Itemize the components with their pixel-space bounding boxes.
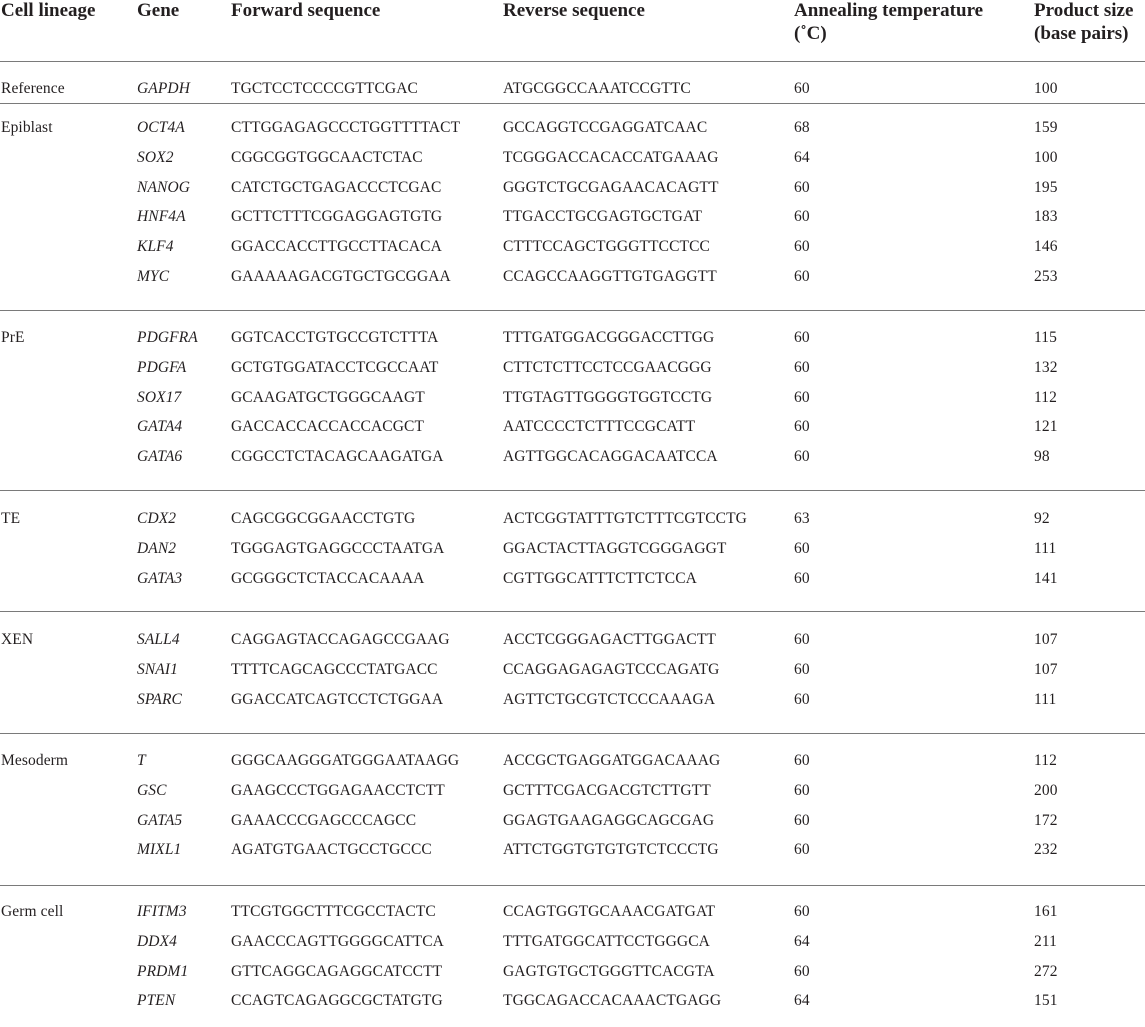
gene-name: PDGFRA bbox=[137, 329, 198, 346]
reverse-sequence: TTTGATGGACGGGACCTTGG bbox=[503, 329, 715, 346]
gene-name: IFITM3 bbox=[137, 903, 187, 920]
annealing-temperature: 60 bbox=[794, 752, 810, 769]
product-size: 211 bbox=[1034, 932, 1057, 950]
product-size: 112 bbox=[1034, 752, 1057, 769]
product-size: 151 bbox=[1034, 992, 1058, 1010]
reverse-sequence: GCTTTCGACGACGTCTTGTT bbox=[503, 781, 711, 799]
group-divider bbox=[0, 103, 1145, 104]
forward-sequence: CCAGTCAGAGGCGCTATGTG bbox=[231, 992, 443, 1010]
annealing-temperature: 60 bbox=[794, 267, 810, 285]
forward-sequence: CAGGAGTACCAGAGCCGAAG bbox=[231, 631, 450, 648]
reverse-sequence: CGTTGGCATTTCTTCTCCA bbox=[503, 569, 697, 587]
forward-sequence: GAAAAAGACGTGCTGCGGAA bbox=[231, 267, 451, 285]
product-size: 172 bbox=[1034, 811, 1058, 829]
reverse-sequence: ACTCGGTATTTGTCTTTCGTCCTG bbox=[503, 510, 747, 527]
forward-sequence: GCTTCTTTCGGAGGAGTGTG bbox=[231, 208, 443, 226]
annealing-temperature: 60 bbox=[794, 690, 810, 708]
forward-sequence: GGACCACCTTGCCTTACACA bbox=[231, 238, 442, 255]
reverse-sequence: TTGACCTGCGAGTGCTGAT bbox=[503, 208, 703, 226]
gene-name: SOX2 bbox=[137, 148, 174, 166]
gene-name: CDX2 bbox=[137, 510, 177, 527]
product-size: 183 bbox=[1034, 208, 1058, 226]
reverse-sequence: TCGGGACCACACCATGAAAG bbox=[503, 148, 719, 166]
header-product-size-unit: (base pairs) bbox=[1034, 23, 1129, 44]
product-size: 100 bbox=[1034, 80, 1058, 97]
header-annealing-temperature-unit: (˚C) bbox=[794, 23, 827, 44]
annealing-temperature: 60 bbox=[794, 631, 810, 648]
reverse-sequence: GGACTACTTAGGTCGGGAGGT bbox=[503, 539, 727, 557]
product-size: 146 bbox=[1034, 238, 1058, 255]
gene-name: HNF4A bbox=[137, 208, 186, 226]
reverse-sequence: TGGCAGACCACAAACTGAGG bbox=[503, 992, 722, 1010]
gene-name: DAN2 bbox=[137, 539, 177, 557]
reverse-sequence: CCAGTGGTGCAAACGATGAT bbox=[503, 903, 716, 920]
reverse-sequence: GAGTGTGCTGGGTTCACGTA bbox=[503, 962, 715, 980]
product-size: 132 bbox=[1034, 358, 1058, 376]
annealing-temperature: 60 bbox=[794, 448, 810, 465]
product-size: 100 bbox=[1034, 148, 1058, 166]
header-product-size bbox=[1034, 0, 1133, 45]
product-size: 92 bbox=[1034, 510, 1050, 527]
forward-sequence: TTTTCAGCAGCCCTATGACC bbox=[231, 660, 438, 678]
annealing-temperature: 60 bbox=[794, 539, 810, 557]
reverse-sequence: ATGCGGCCAAATCCGTTC bbox=[503, 80, 691, 97]
gene-name: GATA6 bbox=[137, 448, 183, 465]
gene-name: GATA4 bbox=[137, 418, 183, 436]
product-size: 98 bbox=[1034, 448, 1050, 465]
gene-name: SNAI1 bbox=[137, 660, 178, 678]
annealing-temperature: 60 bbox=[794, 388, 810, 406]
annealing-temperature: 60 bbox=[794, 80, 810, 97]
header-forward-sequence: Forward sequence bbox=[231, 0, 381, 21]
forward-sequence: CGGCCTCTACAGCAAGATGA bbox=[231, 448, 444, 465]
gene-name: SALL4 bbox=[137, 631, 180, 648]
product-size: 253 bbox=[1034, 267, 1058, 285]
forward-sequence: CATCTGCTGAGACCCTCGAC bbox=[231, 178, 442, 196]
reverse-sequence: CCAGCCAAGGTTGTGAGGTT bbox=[503, 267, 717, 285]
forward-sequence: GGGCAAGGGATGGGAATAAGG bbox=[231, 752, 460, 769]
gene-name: MYC bbox=[137, 267, 170, 285]
forward-sequence: CGGCGGTGGCAACTCTAC bbox=[231, 148, 423, 166]
annealing-temperature: 60 bbox=[794, 962, 810, 980]
product-size: 121 bbox=[1034, 418, 1058, 436]
product-size: 272 bbox=[1034, 962, 1058, 980]
cell-lineage: XEN bbox=[1, 631, 34, 648]
reverse-sequence: CTTCTCTTCCTCCGAACGGG bbox=[503, 358, 712, 376]
forward-sequence: GAAACCCGAGCCCAGCC bbox=[231, 811, 417, 829]
forward-sequence: GAACCCAGTTGGGGCATTCA bbox=[231, 932, 444, 950]
gene-name: PDGFA bbox=[137, 358, 187, 376]
reverse-sequence: ACCGCTGAGGATGGACAAAG bbox=[503, 752, 721, 769]
reverse-sequence: ATTCTGGTGTGTGTCTCCCTG bbox=[503, 841, 719, 859]
forward-sequence: GACCACCACCACCACGCT bbox=[231, 418, 425, 436]
group-divider bbox=[0, 885, 1145, 886]
annealing-temperature: 60 bbox=[794, 841, 810, 859]
cell-lineage: Germ cell bbox=[1, 903, 64, 920]
gene-name: GATA3 bbox=[137, 569, 183, 587]
product-size: 200 bbox=[1034, 781, 1058, 799]
group-divider bbox=[0, 611, 1145, 612]
cell-lineage: PrE bbox=[1, 329, 25, 346]
cell-lineage: Mesoderm bbox=[1, 752, 69, 769]
product-size: 107 bbox=[1034, 631, 1058, 648]
forward-sequence: TTCGTGGCTTTCGCCTACTC bbox=[231, 903, 436, 920]
forward-sequence: GGACCATCAGTCCTCTGGAA bbox=[231, 690, 444, 708]
forward-sequence: GAAGCCCTGGAGAACCTCTT bbox=[231, 781, 445, 799]
cell-lineage: TE bbox=[1, 510, 21, 527]
annealing-temperature: 60 bbox=[794, 811, 810, 829]
reverse-sequence: CTTTCCAGCTGGGTTCCTCC bbox=[503, 238, 710, 255]
annealing-temperature: 60 bbox=[794, 208, 810, 226]
forward-sequence: AGATGTGAACTGCCTGCCC bbox=[231, 841, 432, 859]
product-size: 159 bbox=[1034, 119, 1058, 136]
table-header bbox=[0, 0, 1145, 61]
forward-sequence: GCGGGCTCTACCACAAAA bbox=[231, 569, 425, 587]
reverse-sequence: GGAGTGAAGAGGCAGCGAG bbox=[503, 811, 715, 829]
gene-name: MIXL1 bbox=[137, 841, 182, 859]
gene-name: SOX17 bbox=[137, 388, 182, 406]
annealing-temperature: 64 bbox=[794, 992, 810, 1010]
annealing-temperature: 60 bbox=[794, 238, 810, 255]
reverse-sequence: GGGTCTGCGAGAACACAGTT bbox=[503, 178, 719, 196]
header-annealing-temperature-line1: Annealing temperature bbox=[794, 0, 984, 21]
header-reverse-sequence: Reverse sequence bbox=[503, 0, 645, 21]
header-cell-lineage: Cell lineage bbox=[1, 0, 96, 21]
product-size: 115 bbox=[1034, 329, 1057, 346]
reverse-sequence: AATCCCCTCTTTCCGCATT bbox=[503, 418, 696, 436]
annealing-temperature: 60 bbox=[794, 418, 810, 436]
header-annealing-temperature bbox=[794, 0, 983, 45]
forward-sequence: TGCTCCTCCCCGTTCGAC bbox=[231, 80, 418, 97]
forward-sequence: GGTCACCTGTGCCGTCTTTA bbox=[231, 329, 439, 346]
annealing-temperature: 60 bbox=[794, 329, 810, 346]
gene-name: PRDM1 bbox=[137, 962, 189, 980]
annealing-temperature: 60 bbox=[794, 178, 810, 196]
cell-lineage: Reference bbox=[1, 80, 65, 97]
annealing-temperature: 60 bbox=[794, 358, 810, 376]
annealing-temperature: 68 bbox=[794, 119, 810, 136]
product-size: 195 bbox=[1034, 178, 1058, 196]
forward-sequence: GTTCAGGCAGAGGCATCCTT bbox=[231, 962, 443, 980]
forward-sequence: GCAAGATGCTGGGCAAGT bbox=[231, 388, 425, 406]
forward-sequence: CAGCGGCGGAACCTGTG bbox=[231, 510, 416, 527]
gene-name: GAPDH bbox=[137, 80, 191, 97]
product-size: 107 bbox=[1034, 660, 1058, 678]
product-size: 141 bbox=[1034, 569, 1058, 587]
group-divider bbox=[0, 310, 1145, 311]
annealing-temperature: 64 bbox=[794, 148, 810, 166]
gene-name: PTEN bbox=[137, 992, 176, 1010]
gene-name: OCT4A bbox=[137, 119, 185, 136]
reverse-sequence: GCCAGGTCCGAGGATCAAC bbox=[503, 119, 708, 136]
product-size: 111 bbox=[1034, 690, 1057, 708]
product-size: 111 bbox=[1034, 539, 1057, 557]
reverse-sequence: ACCTCGGGAGACTTGGACTT bbox=[503, 631, 716, 648]
forward-sequence: CTTGGAGAGCCCTGGTTTTACT bbox=[231, 119, 461, 136]
header-gene: Gene bbox=[137, 0, 180, 21]
gene-name: GATA5 bbox=[137, 811, 183, 829]
product-size: 232 bbox=[1034, 841, 1058, 859]
annealing-temperature: 60 bbox=[794, 903, 810, 920]
header-rule bbox=[0, 61, 1145, 62]
reverse-sequence: TTGTAGTTGGGGTGGTCCTG bbox=[503, 388, 713, 406]
reverse-sequence: CCAGGAGAGAGTCCCAGATG bbox=[503, 660, 720, 678]
annealing-temperature: 60 bbox=[794, 781, 810, 799]
group-divider bbox=[0, 733, 1145, 734]
gene-name: T bbox=[137, 752, 146, 769]
header-product-size-line1: Product size bbox=[1034, 0, 1134, 21]
annealing-temperature: 60 bbox=[794, 660, 810, 678]
forward-sequence: GCTGTGGATACCTCGCCAAT bbox=[231, 358, 439, 376]
annealing-temperature: 64 bbox=[794, 932, 810, 950]
group-divider bbox=[0, 490, 1145, 491]
product-size: 161 bbox=[1034, 903, 1058, 920]
annealing-temperature: 60 bbox=[794, 569, 810, 587]
reverse-sequence: AGTTGGCACAGGACAATCCA bbox=[503, 448, 718, 465]
gene-name: NANOG bbox=[137, 178, 191, 196]
forward-sequence: TGGGAGTGAGGCCCTAATGA bbox=[231, 539, 445, 557]
gene-name: GSC bbox=[137, 781, 167, 799]
reverse-sequence: AGTTCTGCGTCTCCCAAAGA bbox=[503, 690, 716, 708]
reverse-sequence: TTTGATGGCATTCCTGGGCA bbox=[503, 932, 710, 950]
cell-lineage: Epiblast bbox=[1, 119, 53, 136]
product-size: 112 bbox=[1034, 388, 1057, 406]
annealing-temperature: 63 bbox=[794, 510, 810, 527]
gene-name: KLF4 bbox=[137, 238, 174, 255]
gene-name: SPARC bbox=[137, 690, 182, 708]
gene-name: DDX4 bbox=[137, 932, 178, 950]
